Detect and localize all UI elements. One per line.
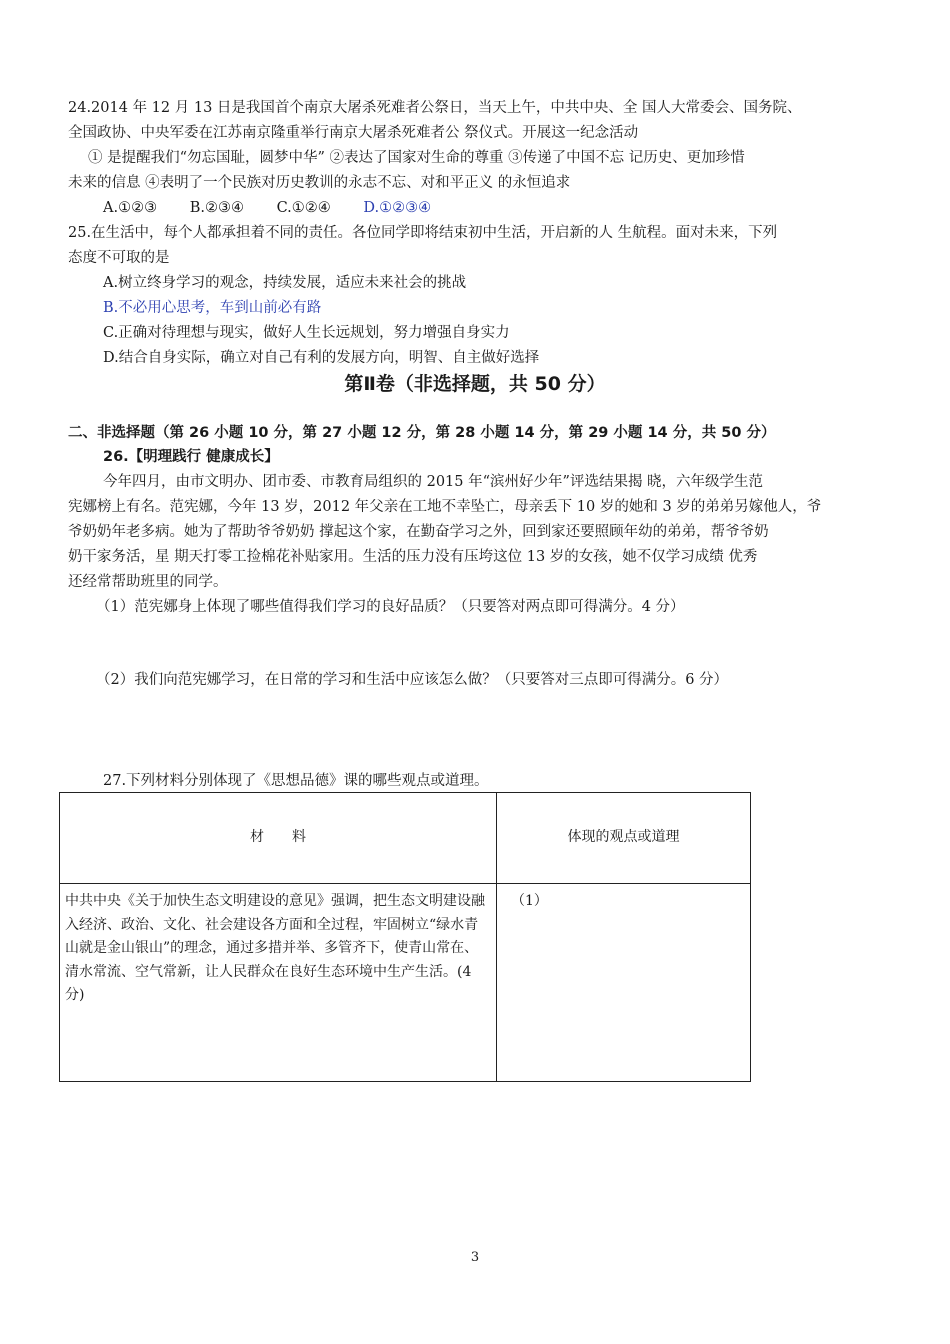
q25-option-c: C.正确对待理想与现实，做好人生长远规划，努力增强自身实力 [103, 325, 510, 341]
q24-option-d-answer: D.①②③④ [363, 200, 432, 216]
q25-option-d: D.结合自身实际，确立对自己有利的发展方向，明智、自主做好选择 [103, 350, 540, 366]
q24-line-2: 全国政协、中央军委在江苏南京隆重举行南京大屠杀死难者公 祭仪式。开展这一纪念活动 [68, 125, 639, 141]
page-number: 3 [470, 1250, 480, 1265]
q26-label: 26.【明理践行 健康成长】 [103, 449, 279, 465]
header-material: 材 料 [60, 793, 497, 884]
section-title: 第Ⅱ卷（非选择题，共 50 分） [344, 373, 606, 395]
header-viewpoint: 体现的观点或道理 [497, 793, 751, 884]
q24-statements-line-1: ① 是提醒我们“勿忘国耻，圆梦中华” ②表达了国家对生命的尊重 ③传递了中国不忘 记历史、更加珍惜 [88, 150, 745, 166]
material-text: 中共中央《关于加快生态文明建设的意见》强调，把生态文明建设融入经济、政治、文化、社会建设各方面和全过程，牢固树立“绿水青山就是金山银山”的理念，通过多措并举、多管齐下，使青山常在、清水常流、空气常新，让人民群众在良好生态环境中生产生活。(4 分) [65, 893, 485, 1003]
section-heading: 二、非选择题（第 26 小题 10 分，第 27 小题 12 分，第 28 小题 14 分，第 29 小题 14 分，共 50 分） [68, 425, 776, 441]
table-header-row [60, 793, 751, 884]
q26-paragraph-line-3: 爷奶奶年老多病。她为了帮助爷爷奶奶 撑起这个家，在勤奋学习之外，回到家还要照顾年幼的弟弟，帮爷爷奶 [68, 524, 769, 540]
q27-material-table [59, 792, 751, 1082]
answer-label: （1） [511, 893, 548, 909]
q24-option-b: B.②③④ [189, 200, 244, 216]
q24-options [103, 198, 459, 218]
q26-paragraph-line-2: 宪娜榜上有名。范宪娜，今年 13 岁，2012 年父亲在工地不幸坠亡，母亲丢下 10 岁的她和 3 岁的弟弟另嫁他人，爷 [68, 499, 822, 515]
q24-option-a: A.①②③ [103, 200, 158, 216]
q26-subquestion-1: （1）范宪娜身上体现了哪些值得我们学习的良好品质？（只要答对两点即可得满分。4 分） [96, 599, 685, 615]
q24-line-1: 24.2014 年 12 月 13 日是我国首个南京大屠杀死难者公祭日，当天上午，中共中央、全 国人大常委会、国务院、 [68, 100, 802, 116]
q25-option-a: A.树立终身学习的观念，持续发展，适应未来社会的挑战 [103, 275, 467, 291]
q26-subquestion-2: （2）我们向范宪娜学习，在日常的学习和生活中应该怎么做？（只要答对三点即可得满分。6 分） [96, 672, 729, 688]
q24-statements-line-2: 未来的信息 ④表明了一个民族对历史教训的永志不忘、对和平正义 的永恒追求 [68, 175, 571, 191]
table-row [60, 884, 751, 1082]
q25-line-2: 态度不可取的是 [68, 250, 170, 266]
q25-option-b-answer: B.不必用心思考，车到山前必有路 [103, 300, 322, 316]
q26-paragraph-line-1: 今年四月，由市文明办、团市委、市教育局组织的 2015 年“滨州好少年”评选结果揭 晓，六年级学生范 [103, 474, 764, 490]
q26-paragraph-line-4: 奶干家务活，星 期天打零工捡棉花补贴家用。生活的压力没有压垮这位 13 岁的女孩，她不仅学习成绩 优秀 [68, 549, 758, 565]
material-cell [60, 884, 497, 1082]
answer-cell[interactable] [497, 884, 751, 1082]
q25-line-1: 25.在生活中，每个人都承担着不同的责任。各位同学即将结束初中生活，开启新的人 生航程。面对未来，下列 [68, 225, 778, 241]
q24-option-c: C.①②④ [276, 200, 331, 216]
q27-prompt: 27.下列材料分别体现了《思想品德》课的哪些观点或道理。 [103, 773, 489, 789]
q26-paragraph-line-5: 还经常帮助班里的同学。 [68, 574, 228, 590]
